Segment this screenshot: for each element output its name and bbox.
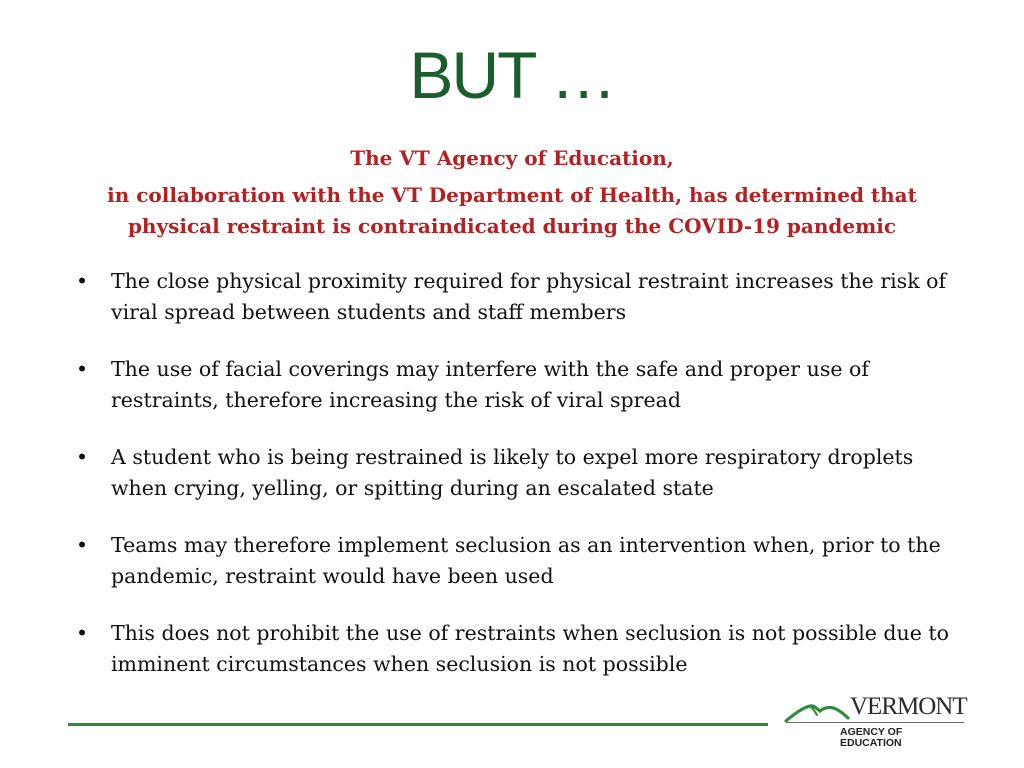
subtitle-line-1: The VT Agency of Education, [350, 146, 674, 170]
bullet-text: A student who is being restrained is likely to expel more respiratory droplets when crying, yelling, or spitting during an escalated state [111, 445, 914, 500]
slide-subtitle [60, 143, 964, 242]
logo-agency-text: AGENCY OF EDUCATION [840, 726, 903, 749]
bullet-text: The use of facial coverings may interfere with the safe and proper use of restraints, therefore increasing the risk of viral spread [111, 357, 869, 412]
bullet-text: Teams may therefore implement seclusion as an intervention when, prior to the pandemic, restraint would have been used [111, 533, 941, 588]
bullet-text: The close physical proximity required for physical restraint increases the risk of viral spread between students and staff members [111, 269, 947, 324]
bullet-text: This does not prohibit the use of restraints when seclusion is not possible due to imminent circumstances when seclusion is not possible [111, 621, 949, 676]
footer-rule [68, 723, 768, 726]
logo-divider [786, 722, 964, 723]
bullet-item [70, 618, 970, 680]
bullet-glyph: • [76, 533, 89, 557]
slide-title: BUT … [409, 38, 615, 112]
bullet-glyph: • [76, 269, 89, 293]
bullet-item [70, 266, 970, 328]
bullet-list [70, 266, 970, 706]
bullet-glyph: • [76, 445, 89, 469]
bullet-item [70, 442, 970, 504]
logo-vermont-text: VERMONT [850, 693, 967, 720]
subtitle-line-2: in collaboration with the VT Department of Health, has determined that physical restraint is contraindicated during the COVID-19 pandemic [107, 183, 917, 238]
bullet-glyph: • [76, 357, 89, 381]
bullet-item [70, 354, 970, 416]
bullet-item [70, 530, 970, 592]
vermont-aoe-logo [784, 693, 967, 749]
mountain-icon [784, 700, 850, 722]
bullet-glyph: • [76, 621, 89, 645]
